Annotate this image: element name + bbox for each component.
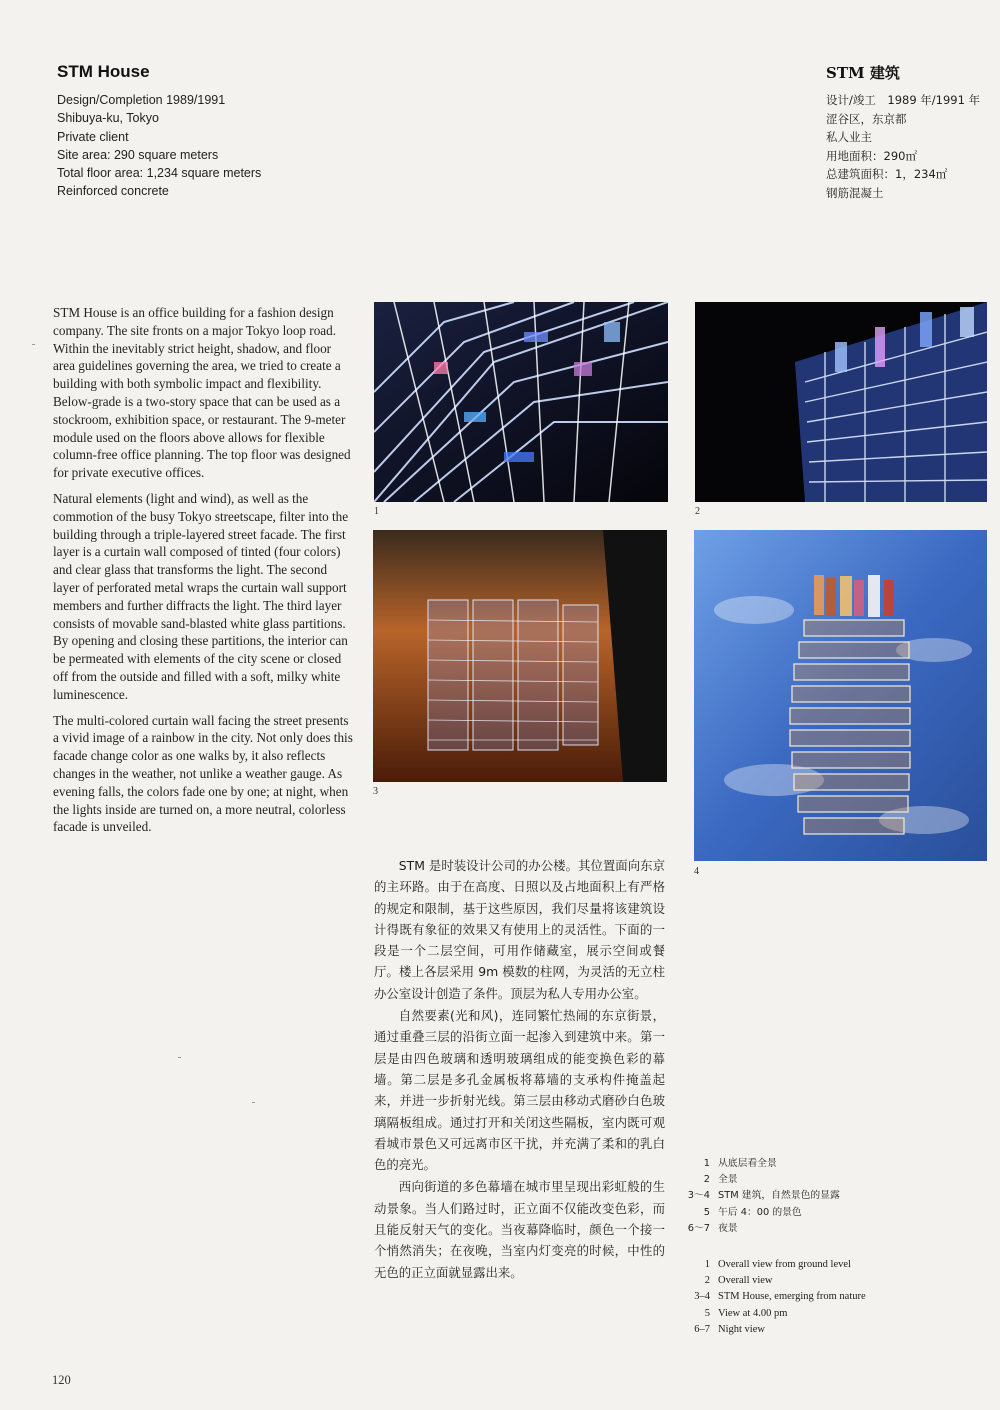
photo-2-overall-view <box>695 302 987 502</box>
caption-cn-text: 午后 4：00 的景色 <box>718 1206 802 1218</box>
figure-number-4: 4 <box>694 866 699 877</box>
paragraph-cn-1: STM 是时装设计公司的办公楼。其位置面向东京的主环路。由于在高度、日照以及占地面积上有严格的规定和限制，基于这些原因，我们尽量将该建筑设计得既有象征的效果又有使用上的灵活性。下面的一段是一个二层空间，可用作储藏室，展示空间或餐厅。楼上各层采用 9m 模数的柱网，为灵活的无立柱办公室设计创造了条件。顶层为私人专用办公室。 <box>374 858 665 1001</box>
figure-number-1: 1 <box>374 506 379 517</box>
body-text-cn <box>374 855 665 1284</box>
caption-cn-num: 2 <box>703 1174 710 1186</box>
info-cn-structure: 钢筋混凝土 <box>826 185 884 200</box>
project-info-cn <box>826 91 980 202</box>
caption-cn-num: 1 <box>703 1158 710 1169</box>
info-structure: Reinforced concrete <box>57 184 169 199</box>
caption-cn-text: STM 建筑，自然景色的显露 <box>718 1190 840 1202</box>
caption-en-num: 3–4 <box>694 1291 710 1303</box>
caption-en-row <box>678 1257 866 1273</box>
caption-en-text: View at 4.00 pm <box>718 1307 788 1319</box>
info-floor-area: Total floor area: 1,234 square meters <box>57 166 262 181</box>
caption-cn-text: 夜景 <box>718 1222 738 1234</box>
body-text-en <box>53 304 353 844</box>
caption-cn-row <box>678 1188 840 1204</box>
info-site-area: Site area: 290 square meters <box>57 147 219 162</box>
info-location: Shibuya-ku, Tokyo <box>57 111 159 126</box>
paragraph-cn-2: 自然要素(光和风)，连同繁忙热闹的东京街景，通过重叠三层的沿街立面一起渗入到建筑中来。第一层是由四色玻璃和透明玻璃组成的能变换色彩的幕墙。第二层是多孔金属板将幕墙的支承构件掩盖起来，并进一步折射光线。第三层由移动式磨砂白色玻璃隔板组成。通过打开和关闭这些隔板，室内既可观看城市景色又可远离市区干扰，并充满了柔和的乳白色的亮光。 <box>374 1008 665 1173</box>
photo-4-emerging-from-nature <box>694 530 987 861</box>
paragraph-en-1: STM House is an office building for a fashion design company. The site fronts on a major Tokyo loop road. Within the inevitably strict height, shadow, and floor area guidelines governing the area, we tried to create a building with both symbolic impact and flexibility. Below-grade is a two-story space that can be used as a stockroom, exhibition space, or restaurant. The 9-meter module used on the floors above allows for flexible column-free office planning. The top floor was designed for private executive offices. <box>53 305 351 481</box>
caption-en-text: Overall view from ground level <box>718 1259 851 1270</box>
photo-1-ground-level-view <box>374 302 668 502</box>
print-speck <box>32 344 35 345</box>
caption-en-num: 1 <box>704 1259 710 1270</box>
info-cn-client: 私人业主 <box>826 130 872 144</box>
figure-number-2: 2 <box>695 506 700 517</box>
caption-cn-text: 从底层看全景 <box>718 1158 777 1169</box>
info-client: Private client <box>57 129 129 144</box>
print-speck <box>252 1102 255 1103</box>
caption-en-row <box>678 1322 866 1338</box>
photo-3-emerging-from-nature <box>373 530 667 782</box>
caption-en-row <box>678 1273 866 1289</box>
project-info-en <box>57 91 261 201</box>
paragraph-en-3: The multi-colored curtain wall facing the street presents a vivid image of a rainbow in the city. Not only does this facade change color as one walks by, it also reflects changes in the weather, not unlike a weather gauge. As evening falls, the colors fade one by one; at night, when the lights inside are turned on, a more neutral, colorless facade is unveiled. <box>53 712 353 835</box>
caption-en-text: STM House, emerging from nature <box>718 1291 866 1303</box>
paragraph-en-2: Natural elements (light and wind), as well as the commotion of the busy Tokyo streetscape, filter into the building through a triple-layered street facade. The first layer is a curtain wall composed of tinted (four colors) and clear glass that transforms the light. The second layer of perforated metal wraps the curtain wall support members and further diffracts the light. The third layer consists of movable sand-blasted white glass partitions. By opening and closing these partitions, the interior can be permeated with elements of the city scene or closed off from the outside and filled with a soft, milky white luminescence. <box>53 490 349 702</box>
captions-cn <box>678 1156 840 1237</box>
caption-cn-row <box>678 1156 840 1172</box>
caption-en-text: Overall view <box>718 1275 773 1287</box>
caption-cn-row <box>678 1221 840 1237</box>
caption-en-num: 2 <box>704 1275 710 1287</box>
caption-cn-text: 全景 <box>718 1174 738 1186</box>
caption-cn-num: 6～7 <box>687 1222 710 1234</box>
caption-en-num: 5 <box>704 1307 710 1319</box>
title-cn: STM 建筑 <box>826 64 900 82</box>
info-cn-design-completion: 设计/竣工 1989 年/1991 年 <box>826 93 981 107</box>
print-speck <box>178 1057 181 1058</box>
paragraph-cn-3: 西向街道的多色幕墙在城市里呈现出彩虹般的生动景象。当人们路过时，正立面不仅能改变色彩，而且能反射天气的变化。当夜幕降临时，颜色一个接一个悄然消失；在夜晚，当室内灯变亮的时候，中性的无色的正立面就显露出来。 <box>374 1179 665 1280</box>
caption-cn-num: 5 <box>703 1206 710 1218</box>
info-cn-location: 涩谷区，东京都 <box>826 111 907 126</box>
figure-number-3: 3 <box>373 786 378 797</box>
info-design-completion: Design/Completion 1989/1991 <box>57 93 226 107</box>
caption-cn-num: 3～4 <box>687 1190 710 1202</box>
caption-cn-row <box>678 1172 840 1188</box>
info-cn-site-area: 用地面积：290㎡ <box>826 148 917 163</box>
captions-en <box>678 1257 866 1338</box>
caption-en-row <box>678 1306 866 1322</box>
caption-en-row <box>678 1289 866 1305</box>
caption-cn-row <box>678 1205 840 1221</box>
caption-en-text: Night view <box>718 1323 765 1335</box>
info-cn-floor-area: 总建筑面积：1，234㎡ <box>826 167 948 181</box>
caption-en-num: 6–7 <box>694 1323 710 1335</box>
title-en: STM House <box>57 62 150 81</box>
page-number: 120 <box>52 1373 71 1387</box>
